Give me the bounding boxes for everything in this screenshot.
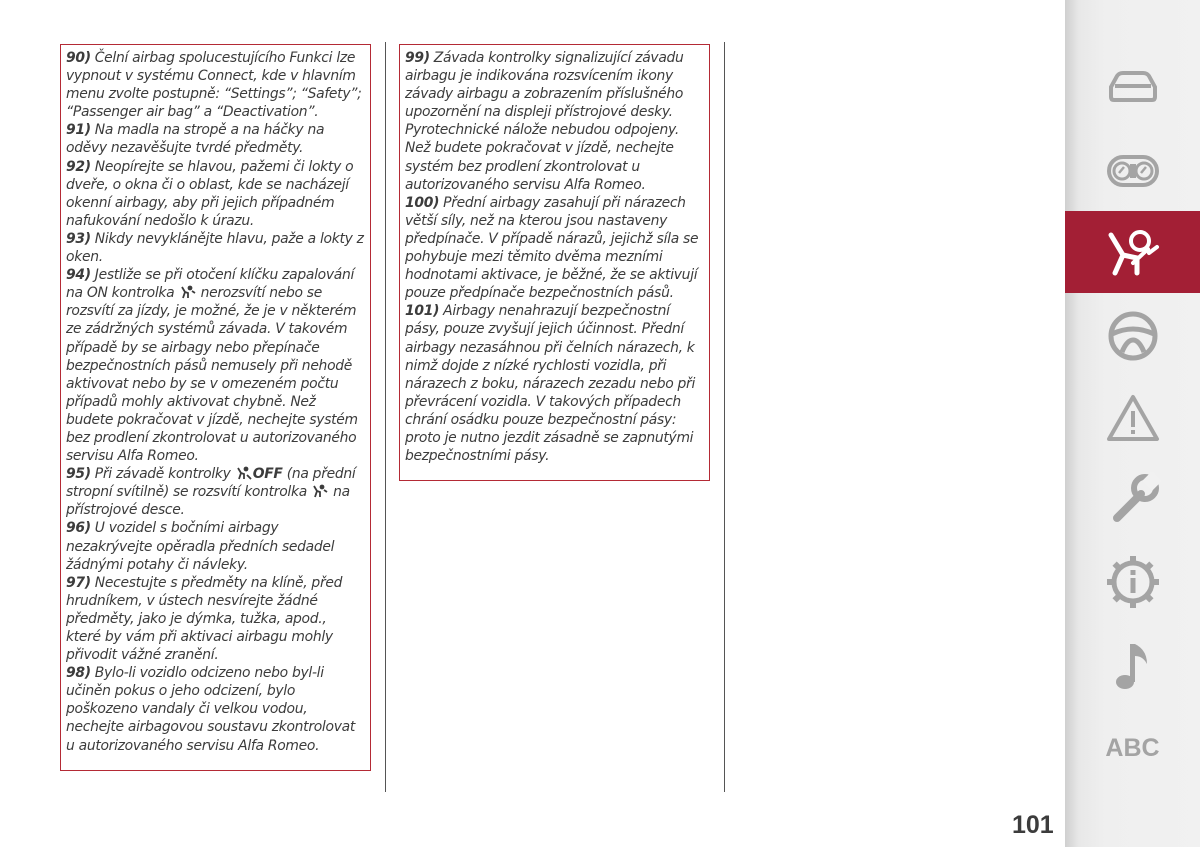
- nav-item-index[interactable]: [1065, 707, 1200, 789]
- airbag-warning-icon: [311, 484, 329, 498]
- nav-item-dashboard[interactable]: [1065, 130, 1200, 212]
- warning-triangle-icon: [1105, 392, 1161, 444]
- nav-item-vehicle[interactable]: [1065, 46, 1200, 128]
- column-divider: [724, 42, 725, 792]
- info-gear-icon: [1105, 554, 1161, 610]
- airbag-off-icon: [235, 466, 253, 480]
- note-96: 96) U vozidel s bočními airbagy nezakrývejte opěradla předních sedadel žádnými potahy či návleky.: [66, 520, 335, 573]
- note-95: 95) Při závadě kontrolky OFF (na přední stropní svítilně) se rozsvítí kontrolka na přístrojové desce.: [66, 466, 356, 519]
- abc-label: ABC: [1105, 733, 1160, 762]
- page-number: 101: [1012, 811, 1054, 839]
- note-91: 91) Na madla na stropě a na háčky na oděvy nezavěšujte tvrdé předměty.: [66, 122, 325, 157]
- nav-item-starting-driving[interactable]: [1065, 295, 1200, 377]
- note-94: 94) Jestliže se při otočení klíčku zapalování na ON kontrolka nerozsvítí nebo se rozsvítí za jízdy, je možné, že je v některém ze zádržných systémů závada. V takovém případě by se airbagy nebo přepínače bezpečnostních pásů nemusely při nehodě aktivovat nebo by se v omezeném počtu případů mohly aktivovat chybně. Než budete pokračovat v jízdě, nechejte systém bez prodlení zkontrolovat u autorizovaného servisu Alfa Romeo.: [66, 267, 358, 465]
- nav-item-technical-data[interactable]: [1065, 541, 1200, 623]
- steering-wheel-icon: [1105, 308, 1161, 364]
- note-101: 101) Airbagy nenahrazují bezpečnostní pásy, pouze zvyšují jejich účinnost. Přední airbagy nezasáhnou při čelních nárazech, k nimž dojde z nízké rychlosti vozidla, při nárazech z boku, nárazech zezadu nebo při převrácení vozidla. V takových případech chrání osádku pouze bezpečnostní pásy: proto je nutno jezdit zásadně se zapnutými bezpečnostními pásy.: [405, 303, 696, 465]
- note-99: 99) Závada kontrolky signalizující závadu airbagu je indikována rozsvícením ikony závady airbagu a zobrazením příslušného upozornění na displeji přístrojové desky. Pyrotechnické nálože nebudou odpojeny. Než budete pokračovat v jízdě, nechejte systém bez prodlení zkontrolovat u autorizovaného servisu Alfa Romeo.: [405, 50, 684, 193]
- note-100: 100) Přední airbagy zasahují při nárazech větší síly, než na kterou jsou nastaveny předpínače. V případě nárazů, jejichž síla se pohybuje mezi těmito dvěma mezními hodnotami aktivace, je běžné, že se aktivují pouze předpínače bezpečnostních pásů.: [405, 194, 699, 302]
- dashboard-icon: [1105, 151, 1161, 191]
- note-97: 97) Necestujte s předměty na klíně, před hrudníkem, v ústech nesvírejte žádné předměty, jako je dýmka, tužka, apod., které by vám při aktivaci airbagu mohly přivodit vážné zranění.: [66, 574, 343, 664]
- note-92: 92) Neopírejte se hlavou, pažemi či lokty o dveře, o okna či o oblast, kde se nacházejí okenní airbagy, aby při jejich případném nafukování nedošlo k úrazu.: [66, 158, 354, 229]
- music-note-icon: [1113, 638, 1153, 694]
- airbag-seatbelt-icon: [1103, 227, 1163, 277]
- note-90: 90) Čelní airbag spolucestujícího Funkci lze vypnout v systému Connect, kde v hlavním menu zvolte postupně: “Settings”; “Safety”; “Passenger air bag” a “Deactivation”.: [66, 50, 362, 121]
- nav-item-maintenance[interactable]: [1065, 459, 1200, 541]
- notes-box-left: [60, 44, 371, 771]
- nav-item-safety[interactable]: [1065, 211, 1200, 293]
- car-icon: [1105, 67, 1161, 107]
- wrench-icon: [1105, 472, 1161, 528]
- note-98: 98) Bylo-li vozidlo odcizeno nebo byl-li učiněn pokus o jeho odcizení, bylo poškozeno vandaly či velkou vodou, nechejte airbagovou soustavu zkontrolovat u autorizovaného servisu Alfa Romeo.: [66, 665, 355, 754]
- note-93: 93) Nikdy nevyklánějte hlavu, paže a lokty z oken.: [66, 230, 364, 266]
- notes-box-right: [399, 44, 710, 481]
- column-divider: [385, 42, 386, 792]
- chapter-sidebar: [1065, 0, 1200, 847]
- airbag-warning-icon: [179, 285, 197, 299]
- nav-item-emergency[interactable]: [1065, 377, 1200, 459]
- nav-item-multimedia[interactable]: [1065, 625, 1200, 707]
